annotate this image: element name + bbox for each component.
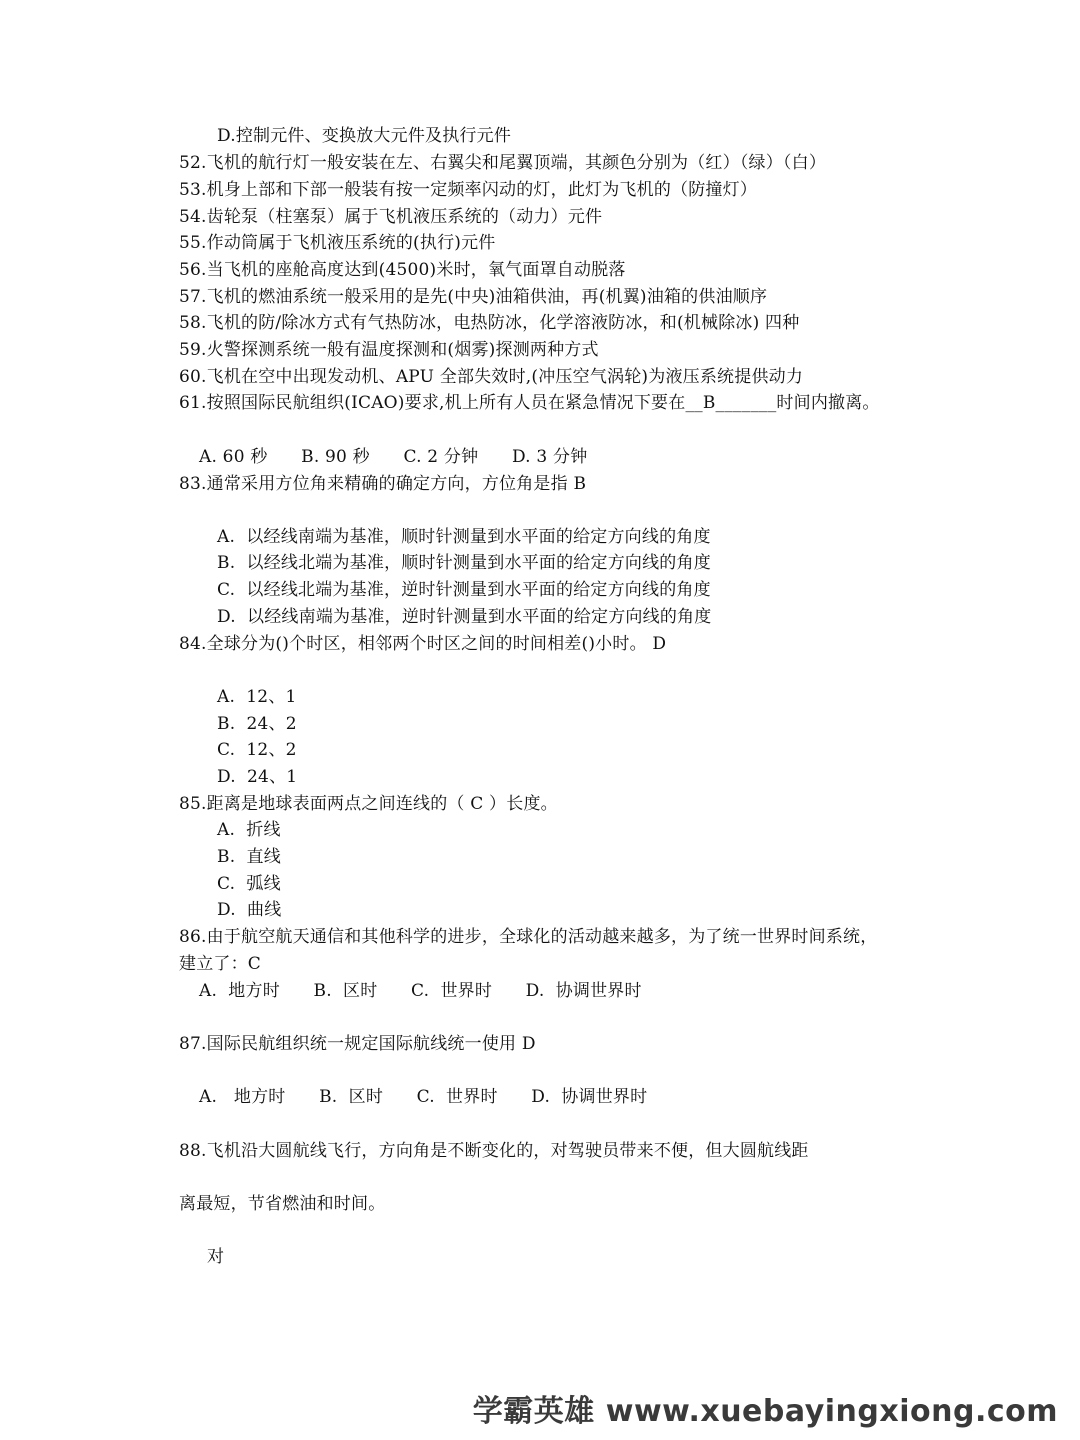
question-84-option-d: D. 24、1 [217,767,298,787]
question-86-options: A. 地方时 B. 区时 C. 世界时 D. 协调世界时 [199,981,642,1001]
question-85-option-c: C. 弧线 [217,874,281,894]
question-85: 85.距离是地球表面两点之间连线的（ C ）长度。 [179,794,558,814]
question-55: 55.作动筒属于飞机液压系统的(执行)元件 [179,233,496,253]
question-84-option-b: B. 24、2 [217,714,297,734]
question-56: 56.当飞机的座舱高度达到(4500)米时，氧气面罩自动脱落 [179,260,626,280]
question-88: 88.飞机沿大圆航线飞行，方向角是不断变化的，对驾驶员带来不便，但大圆航线距 [179,1141,809,1161]
question-85-option-a: A. 折线 [217,820,281,840]
question-86: 86.由于航空航天通信和其他科学的进步，全球化的活动越来越多，为了统一世界时间系统， [179,927,878,947]
question-59: 59.火警探测系统一般有温度探测和(烟雾)探测两种方式 [179,340,599,360]
question-85-option-b: B. 直线 [217,847,281,867]
question-53: 53.机身上部和下部一般装有按一定频率闪动的灯，此灯为飞机的（防撞灯） [179,180,758,200]
question-84-option-c: C. 12、2 [217,740,297,760]
question-83-option-d: D. 以经线南端为基准，逆时针测量到水平面的给定方向线的角度 [217,607,712,627]
question-88-continued: 离最短，节省燃油和时间。 [179,1194,386,1214]
question-87-options: A. 地方时 B. 区时 C. 世界时 D. 协调世界时 [199,1087,648,1107]
question-83-option-c: C. 以经线北端为基准，逆时针测量到水平面的给定方向线的角度 [217,580,711,600]
question-87: 87.国际民航组织统一规定国际航线统一使用 D [179,1034,536,1054]
question-88-answer: 对 [207,1247,225,1267]
question-83: 83.通常采用方位角来精确的确定方向，方位角是指 B [179,474,587,494]
watermark-footer: 学霸英雄 www.xuebayingxiong.com [472,1394,1058,1429]
option-d-line: D.控制元件、变换放大元件及执行元件 [217,126,512,146]
question-54: 54.齿轮泵（柱塞泵）属于飞机液压系统的（动力）元件 [179,207,603,227]
question-61: 61.按照国际民航组织(ICAO)要求,机上所有人员在紧急情况下要在__B_______时间内撤离。 [179,393,880,413]
question-61-options: A. 60 秒 B. 90 秒 C. 2 分钟 D. 3 分钟 [199,447,588,467]
question-83-option-b: B. 以经线北端为基准，顺时针测量到水平面的给定方向线的角度 [217,553,711,573]
question-57: 57.飞机的燃油系统一般采用的是先(中央)油箱供油，再(机翼)油箱的供油顺序 [179,287,768,307]
question-84-option-a: A. 12、1 [217,687,297,707]
question-84: 84.全球分为()个时区，相邻两个时区之间的时间相差()小时。 D [179,634,667,654]
question-58: 58.飞机的防/除冰方式有气热防冰，电热防冰，化学溶液防冰，和(机械除冰) 四种 [179,313,800,333]
question-52: 52.飞机的航行灯一般安装在左、右翼尖和尾翼顶端，其颜色分别为（红）（绿）（白） [179,153,827,173]
question-86-continued: 建立了：C [179,954,262,974]
question-60: 60.飞机在空中出现发动机、APU 全部失效时,(冲压空气涡轮)为液压系统提供动力 [179,367,804,387]
question-85-option-d: D. 曲线 [217,900,282,920]
question-83-option-a: A. 以经线南端为基准，顺时针测量到水平面的给定方向线的角度 [217,527,711,547]
